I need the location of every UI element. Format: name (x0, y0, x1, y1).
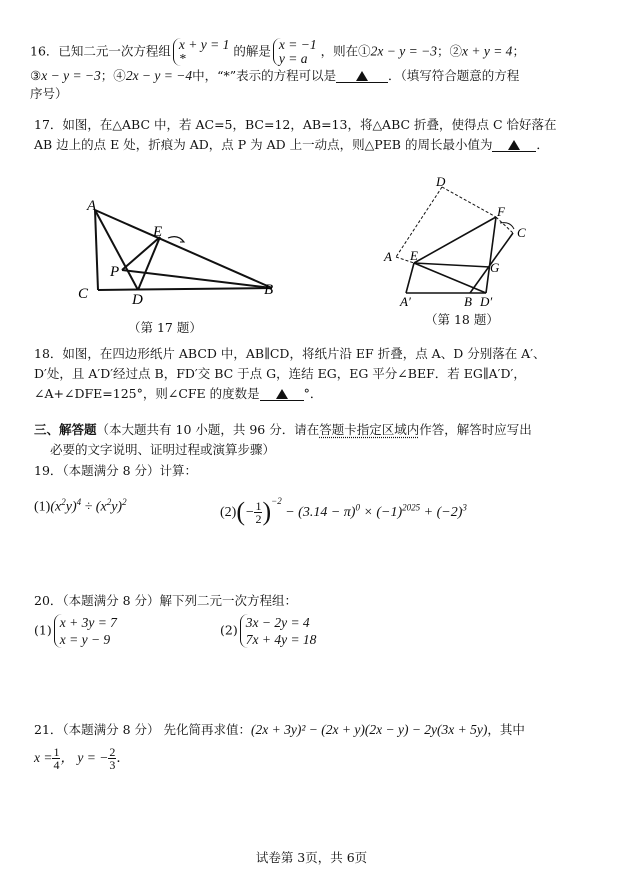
fig17-label-C: C (78, 286, 89, 302)
fig18-label-C: C (517, 225, 526, 240)
q18-line3: ∠A+∠DFE=125°，则∠CFE 的度数是 °． (34, 386, 323, 401)
triangle-icon (276, 389, 288, 399)
q16-eq2: x + y = 4 (461, 43, 513, 59)
q16-eq3: x − y = −3 (41, 68, 101, 83)
caption-18: （第 18 题） (425, 312, 499, 327)
section3-line2: 必要的文字说明、证明过程或演算步骤） (50, 442, 276, 457)
q17-answer-blank (492, 139, 536, 152)
fig18-label-A: A (384, 249, 392, 264)
q19-title: 19．（本题满分 8 分）计算： (34, 463, 198, 478)
q18-line1: 18．如图，在四边形纸片 ABCD 中，AB∥CD，将纸片沿 EF 折叠，点 A、D 分别落在 A′、 (34, 346, 546, 361)
fig18-label-E: E (410, 248, 418, 263)
fig17-label-P: P (110, 264, 120, 280)
q19-part2: (2)(− $\frac{1}{2}$ )$^{-2} - (3.14 - \pi)^0 \times (-1)^{2025} + (-2)^3$ (220, 496, 467, 527)
page-footer: 试卷第 3页，共 6页 (255, 850, 368, 865)
fig18-label-A-prime: A′ (400, 294, 411, 309)
fig18-label-B: B (464, 294, 472, 309)
fig17-label-D: D (132, 292, 143, 308)
q16-answer-blank (336, 70, 388, 83)
caption-17: （第 17 题） (128, 320, 202, 335)
q16-line2: ③x − y = −3；④2x − y = −4中，“*”表示的方程可以是 ．（填写符合题意的方程 (30, 68, 520, 83)
q16-system-solution: x = −1 y = a (273, 38, 319, 66)
q16-eq1: 2x − y = −3 (370, 43, 437, 59)
fig18-label-D: D (436, 175, 446, 189)
q21-line1: 21．（本题满分 8 分） 先化简再求值：(2x + 3y)² − (2x + y)(2x − y) − 2y(3x + 5y)，其中 (34, 722, 525, 737)
fig17-label-A: A (87, 198, 97, 214)
q16-line1: 16．已知二元一次方程组 x + y = 1 * 的解是 x = −1 y = a ，则在①2x − y = −3；②x + y = 4； (30, 37, 525, 66)
q20-part1: (1) x + 3y = 7 x = y − 9 (34, 615, 117, 647)
q17-line1: 17．如图，在△ABC 中，若 AC=5，BC=12，AB=13，将△ABC 折叠，使得点 C 恰好落在 (34, 117, 557, 132)
q16-system-given: x + y = 1 * (173, 38, 231, 66)
fig18-label-G: G (490, 260, 500, 275)
section3-line1: 三、解答题（本大题共有 10 小题，共 96 分．请在答题卡指定区域内作答，解答时应写出 (34, 422, 532, 437)
q16-eq4: 2x − y = −4 (125, 68, 193, 83)
q16-line3: 序号） (30, 86, 68, 101)
section3-heading: 三、解答题 (34, 422, 97, 437)
fig17-label-E: E (153, 224, 163, 240)
q19-part1: $(1)(x^2y)^4 \div (x^2y)^2$ (34, 497, 127, 515)
triangle-icon (508, 140, 520, 150)
q21-expression: (2x + 3y)² − (2x + y)(2x − y) − 2y(3x + 5y) (251, 722, 488, 737)
figure-17 (60, 190, 300, 315)
fig18-label-D-prime: D′ (480, 294, 493, 309)
triangle-icon (356, 71, 368, 81)
q18-line2: D′处，且 A′D′经过点 B，FD′交 BC 于点 G，连结 EG，EG 平分∠BEF．若 EG∥A′D′， (34, 366, 526, 381)
q20-title: 20．（本题满分 8 分）解下列二元一次方程组： (34, 593, 298, 608)
q17-line2: AB 边上的点 E 处，折痕为 AD，点 P 为 AD 上一动点，则△PEB 的周长最小值为 ． (34, 137, 549, 152)
q20-part2: (2) 3x − 2y = 4 7x + 4y = 18 (220, 615, 317, 647)
q18-answer-blank (260, 388, 304, 401)
fig17-label-B: B (264, 282, 274, 298)
q21-values: x = $\frac{1}{4}$ ， y = − $\frac{2}{3}$ ． (34, 745, 130, 773)
figure-18 (378, 175, 543, 310)
fig18-label-F: F (497, 204, 505, 219)
